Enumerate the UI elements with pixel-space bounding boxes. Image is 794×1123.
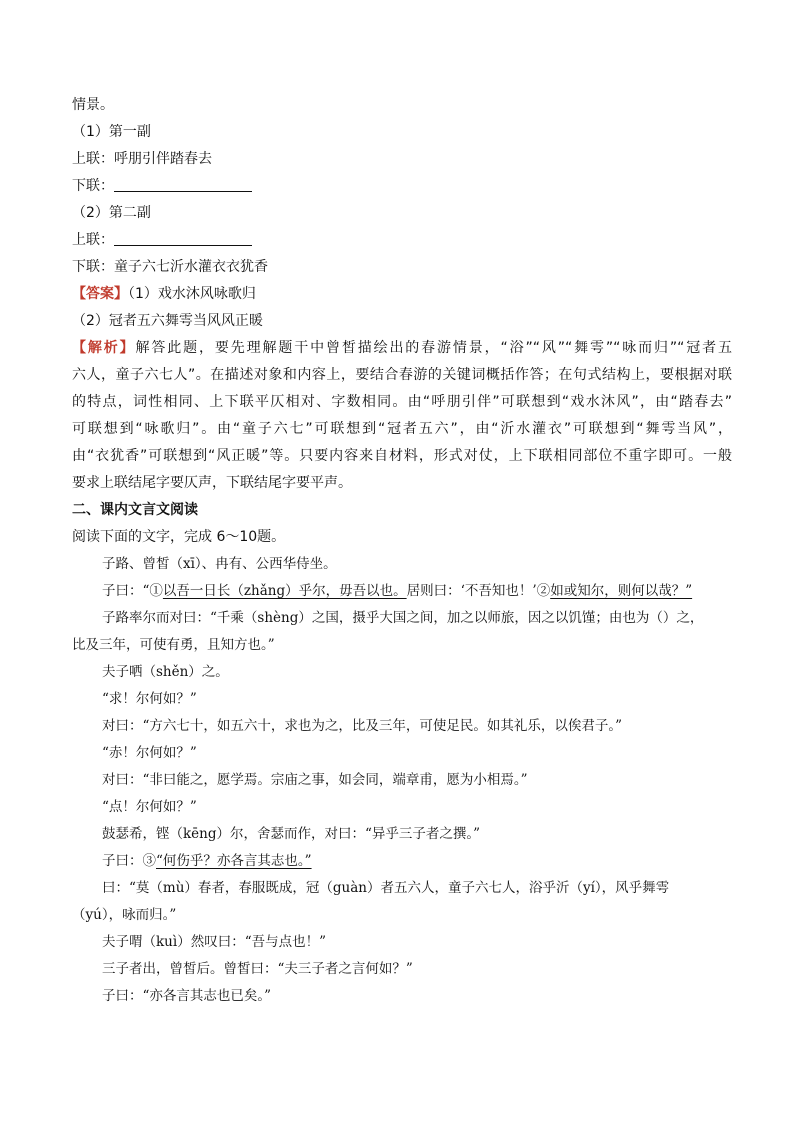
passage-line: 曰：“莫（mù）春者，春服既成，冠（guàn）者五六人，童子六七人，浴乎沂（yí），风乎舞雩 (102, 880, 670, 896)
passage-line: 夫子哂（shěn）之。 (102, 664, 229, 680)
analysis-line: 要求上联结尾字要仄声，下联结尾字要平声。 (72, 475, 352, 491)
analysis-tag: 【解析】 (72, 340, 136, 356)
passage-line: 对曰：“非曰能之，愿学焉。宗庙之事，如会同，端章甫，愿为小相焉。” (102, 772, 528, 788)
analysis-line: 六人，童子六七人”。在描述对象和内容上，要结合春游的关键词概括作答；在句式结构上，要根据对联 (72, 367, 732, 383)
passage-line: 对曰：“方六七十，如五六十，求也为之，比及三年，可使足民。如其礼乐，以俟君子。” (102, 718, 623, 734)
analysis-text: 解答此题，要先理解题干中曾皙描绘出的春游情景，“浴”“风”“舞雩”“咏而归”“冠者五 (135, 340, 732, 356)
analysis-line: 由“衣犹香”可联想到“风正暖”等。只要内容来自材料，形式对仗，上下联相同部位不重字即可。一般 (72, 448, 732, 464)
passage-line: （yú），咏而归。” (72, 907, 177, 923)
underlined-sentence-3: “何伤乎？亦各言其志也。” (156, 853, 312, 869)
passage-line: 比及三年，可使有勇，且知方也。” (72, 637, 275, 653)
passage-line (72, 578, 732, 605)
answer-blank[interactable] (114, 231, 252, 246)
couplet-two-label: （2）第二副 (72, 205, 151, 221)
couplet-one-lower (72, 173, 732, 200)
underlined-sentence-1: 以吾一日长（zhǎng）乎尔，毋吾以也。 (162, 583, 407, 599)
couplet-two-upper (72, 227, 732, 254)
underlined-sentence-2: 如或知尔，则何以哉？” (550, 583, 693, 599)
upper-prefix: 上联： (72, 232, 114, 248)
answer-text: （1）戏水沐风咏歌归 (128, 286, 256, 302)
analysis-line: 可联想到“咏歌归”。由“童子六七”可联想到“冠者五六”，由“沂水灌衣”可联想到“舞雩当风”， (72, 421, 732, 437)
passage-line (72, 848, 732, 875)
couplet-one-upper: 上联：呼朋引伴踏春去 (72, 151, 212, 167)
passage-line: “点！尔何如？” (102, 799, 197, 815)
passage-line: 子路率尔而对曰：“千乘（shèng）之国，摄乎大国之间，加之以师旅，因之以饥馑；由也为（）之， (102, 610, 704, 626)
passage-line: 夫子喟（kuì）然叹曰：“吾与点也！” (102, 934, 326, 950)
passage-line: “求！尔何如？” (102, 691, 197, 707)
answer-line-1 (72, 281, 732, 308)
passage-line: “赤！尔何如？” (102, 745, 197, 761)
passage-text: 子曰：③ (102, 853, 156, 869)
passage-line: 子曰：“亦各言其志也已矣。” (102, 988, 272, 1004)
page-content (72, 92, 732, 1010)
passage-line: 子路、曾皙（xī）、冉有、公西华侍坐。 (102, 556, 337, 572)
analysis-line (72, 335, 732, 362)
couplet-one-label: （1）第一副 (72, 124, 151, 140)
answer-blank[interactable] (114, 177, 252, 192)
section-heading: 二、课内文言文阅读 (72, 502, 198, 518)
answer-line-2: （2）冠者五六舞雩当风风正暖 (72, 313, 263, 329)
passage-text: 居则曰：‘不吾知也！’② (406, 583, 551, 599)
text-line: 情景。 (72, 97, 114, 113)
analysis-line: 的特点，词性相同、上下联平仄相对、字数相同。由“呼朋引伴”可联想到“戏水沐风”，由“踏春去” (72, 394, 732, 410)
section-instruction: 阅读下面的文字，完成 6～10题。 (72, 529, 286, 545)
passage-line: 三子者出，曾皙后。曾皙曰：“夫三子者之言何如？” (102, 961, 413, 977)
lower-prefix: 下联： (72, 178, 114, 194)
passage-text: 子曰：“① (102, 583, 163, 599)
passage-line: 鼓瑟希，铿（kēng）尔，舍瑟而作，对曰：“异乎三子者之撰。” (102, 826, 481, 842)
answer-tag: 【答案】 (72, 286, 128, 302)
couplet-two-lower: 下联：童子六七沂水灌衣衣犹香 (72, 259, 268, 275)
